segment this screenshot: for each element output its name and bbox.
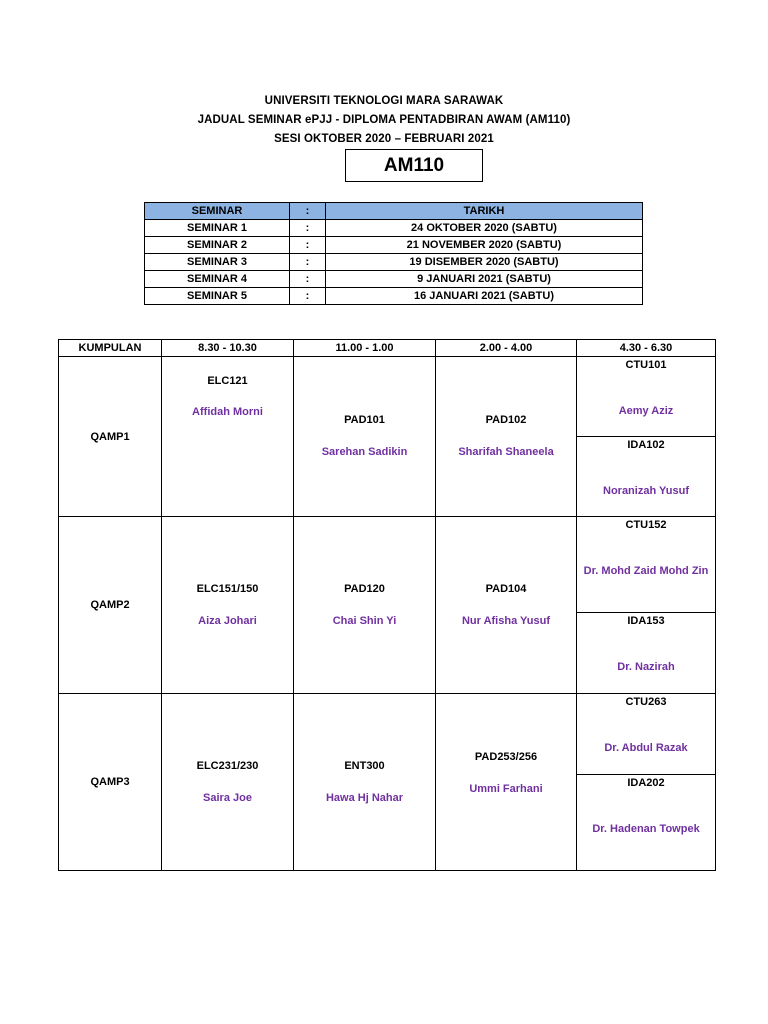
lecturer-name: Sarehan Sadikin xyxy=(321,446,408,458)
seminar-sep: : xyxy=(290,220,326,237)
slot3-cell xyxy=(436,694,577,871)
group-name: QAMP2 xyxy=(59,517,162,694)
lecturer-name: Dr. Nazirah xyxy=(617,661,675,673)
seminar-date: 19 DISEMBER 2020 (SABTU) xyxy=(326,254,643,271)
lecturer-name: Sharifah Shaneela xyxy=(458,446,554,458)
course-code: PAD102 xyxy=(485,414,527,426)
lecturer-name: Affidah Morni xyxy=(192,406,263,418)
seminar-name: SEMINAR 5 xyxy=(145,288,290,305)
seminar-date: 16 JANUARI 2021 (SABTU) xyxy=(326,288,643,305)
seminar-date: 24 OKTOBER 2020 (SABTU) xyxy=(326,220,643,237)
lecturer-name: Dr. Hadenan Towpek xyxy=(592,823,700,835)
seminar-sep: : xyxy=(290,254,326,271)
course-code: IDA153 xyxy=(627,615,665,627)
course-code: ELC151/150 xyxy=(196,583,259,595)
course-code: PAD253/256 xyxy=(474,751,538,763)
group-name: QAMP3 xyxy=(59,694,162,871)
slot4-upper xyxy=(577,517,715,613)
lecturer-name: Hawa Hj Nahar xyxy=(325,792,404,804)
lecturer-name: Noranizah Yusuf xyxy=(603,485,689,497)
lecturer-name: Ummi Farhani xyxy=(469,783,543,795)
lecturer-name: Chai Shin Yi xyxy=(332,615,397,627)
lecturer-name: Nur Afisha Yusuf xyxy=(461,615,551,627)
slot1-cell xyxy=(162,517,294,694)
slot4-cell xyxy=(577,517,716,694)
seminar-date: 21 NOVEMBER 2020 (SABTU) xyxy=(326,237,643,254)
seminar-name: SEMINAR 3 xyxy=(145,254,290,271)
seminar-sep: : xyxy=(290,237,326,254)
table-row xyxy=(59,517,716,694)
col-header-slot2: 11.00 - 1.00 xyxy=(294,340,436,357)
col-header-slot3: 2.00 - 4.00 xyxy=(436,340,577,357)
lecturer-name: Saira Joe xyxy=(203,792,252,804)
col-header-seminar: SEMINAR xyxy=(145,203,290,220)
slot4-lower xyxy=(577,437,715,516)
seminar-name: SEMINAR 2 xyxy=(145,237,290,254)
col-header-group: KUMPULAN xyxy=(59,340,162,357)
program-code-box: AM110 xyxy=(345,149,483,182)
slot4-upper xyxy=(577,357,715,437)
class-schedule-table xyxy=(58,339,716,871)
slot1-cell xyxy=(162,694,294,871)
course-code: CTU101 xyxy=(625,359,667,371)
slot3-cell xyxy=(436,517,577,694)
col-header-slot1: 8.30 - 10.30 xyxy=(162,340,294,357)
slot1-cell xyxy=(162,357,294,517)
seminar-sep: : xyxy=(290,288,326,305)
slot4-cell xyxy=(577,694,716,871)
course-code: PAD101 xyxy=(344,414,385,426)
table-row xyxy=(145,237,643,254)
table-row xyxy=(145,271,643,288)
course-code: ELC121 xyxy=(207,375,248,387)
slot3-cell xyxy=(436,357,577,517)
university-name: UNIVERSITI TEKNOLOGI MARA SARAWAK xyxy=(264,95,504,107)
lecturer-name: Aiza Johari xyxy=(198,615,257,627)
slot4-lower xyxy=(577,775,715,870)
schedule-header-row xyxy=(59,340,716,357)
col-header-slot4: 4.30 - 6.30 xyxy=(577,340,716,357)
lecturer-name: Dr. Mohd Zaid Mohd Zin xyxy=(583,565,709,577)
col-header-date: TARIKH xyxy=(326,203,643,220)
course-code: IDA202 xyxy=(627,777,665,789)
seminar-date-table xyxy=(144,202,643,305)
slot2-cell xyxy=(294,357,436,517)
table-row xyxy=(145,220,643,237)
table-row xyxy=(145,288,643,305)
lecturer-name: Aemy Aziz xyxy=(618,405,674,417)
course-code: CTU152 xyxy=(625,519,667,531)
slot2-cell xyxy=(294,694,436,871)
course-code: ELC231/230 xyxy=(196,760,259,772)
col-header-sep: : xyxy=(290,203,326,220)
course-code: CTU263 xyxy=(625,696,667,708)
seminar-sep: : xyxy=(290,271,326,288)
slot4-upper xyxy=(577,694,715,775)
seminar-name: SEMINAR 1 xyxy=(145,220,290,237)
table-row xyxy=(59,357,716,517)
schedule-title: JADUAL SEMINAR ePJJ - DIPLOMA PENTADBIRAN AWAM (AM110) xyxy=(197,114,571,126)
course-code: PAD104 xyxy=(485,583,527,595)
group-name: QAMP1 xyxy=(59,357,162,517)
slot4-cell xyxy=(577,357,716,517)
seminar-table-header xyxy=(145,203,643,220)
table-row xyxy=(145,254,643,271)
slot4-lower xyxy=(577,613,715,693)
slot2-cell xyxy=(294,517,436,694)
seminar-date: 9 JANUARI 2021 (SABTU) xyxy=(326,271,643,288)
session-title: SESI OKTOBER 2020 – FEBRUARI 2021 xyxy=(274,133,494,145)
table-row xyxy=(59,694,716,871)
course-code: ENT300 xyxy=(344,760,385,772)
lecturer-name: Dr. Abdul Razak xyxy=(604,742,688,754)
document-header xyxy=(0,92,768,149)
seminar-name: SEMINAR 4 xyxy=(145,271,290,288)
course-code: PAD120 xyxy=(344,583,385,595)
course-code: IDA102 xyxy=(627,439,665,451)
